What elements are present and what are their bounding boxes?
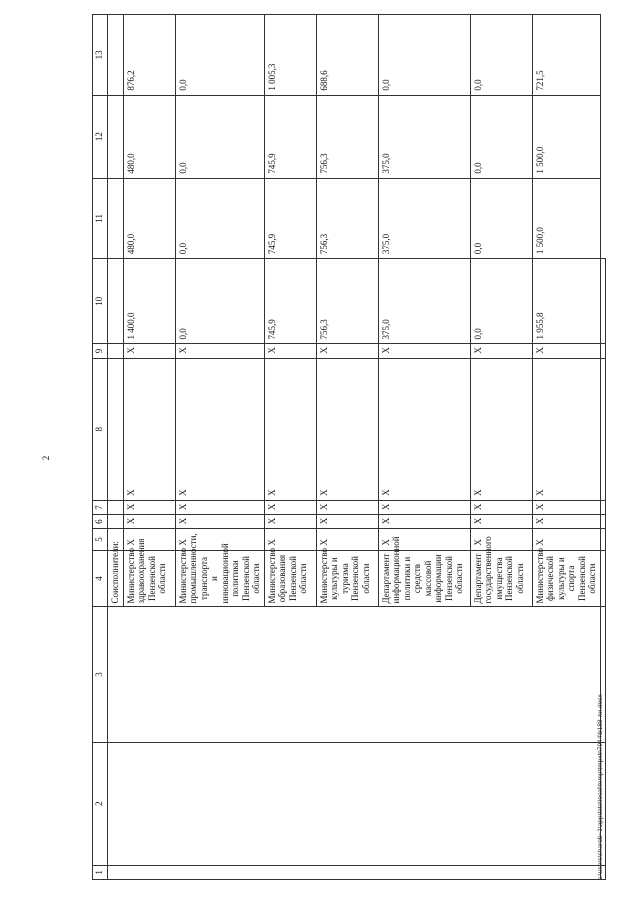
table-cell — [600, 550, 605, 607]
table-cell: Х — [175, 500, 264, 514]
column-header: 9 — [93, 344, 108, 358]
table-cell: Х — [470, 500, 532, 514]
agency-name: Министерство культуры и туризма Пензенской области — [316, 550, 378, 607]
table-cell: Х — [175, 529, 264, 550]
column-header: 4 — [93, 550, 108, 607]
column-header: 6 — [93, 515, 108, 529]
table-cell: Х — [175, 344, 264, 358]
table-cell: Х — [470, 358, 532, 500]
table-cell — [108, 344, 124, 358]
table-cell — [108, 742, 601, 865]
table-cell: Х — [470, 344, 532, 358]
value-cell: 721,5 — [532, 15, 600, 96]
table-cell — [600, 515, 605, 529]
value-cell: 0,0 — [470, 15, 532, 96]
table-cell: Х — [123, 529, 175, 550]
table-cell — [108, 515, 124, 529]
value-cell: 1 955,8 — [532, 259, 600, 344]
table-cell: Х — [316, 344, 378, 358]
table-cell: Х — [316, 529, 378, 550]
value-cell: 745,9 — [264, 259, 316, 344]
value-cell: 876,2 — [123, 15, 175, 96]
table-cell — [600, 529, 605, 550]
table-cell — [108, 607, 601, 742]
table-cell: Х — [264, 529, 316, 550]
column-header: 7 — [93, 500, 108, 514]
budget-table — [92, 14, 606, 880]
value-cell: 0,0 — [175, 259, 264, 344]
file-path-footer: c:\users\sharob~1\appdata\local\temp\tmpxtn7944\b188-ли.docx — [597, 694, 604, 880]
value-cell: 0,0 — [470, 95, 532, 178]
value-cell: 0,0 — [378, 15, 470, 96]
column-header: 10 — [93, 259, 108, 344]
value-cell: 0,0 — [175, 178, 264, 259]
value-cell: 480,0 — [123, 95, 175, 178]
value-cell: 480,0 — [123, 178, 175, 259]
page-number: 2 — [41, 455, 51, 461]
value-cell: 1 500,0 — [532, 178, 600, 259]
table-cell: Х — [316, 500, 378, 514]
column-header: 13 — [93, 15, 108, 96]
table-cell: Х — [532, 344, 600, 358]
table-cell: Х — [532, 529, 600, 550]
column-header: 2 — [93, 742, 108, 865]
table-cell — [600, 358, 605, 500]
value-cell: 1 005,3 — [264, 15, 316, 96]
value-cell: 0,0 — [470, 259, 532, 344]
table-cell: Х — [532, 358, 600, 500]
table-cell: Х — [123, 358, 175, 500]
table-cell: Х — [378, 358, 470, 500]
column-header: 8 — [93, 358, 108, 500]
table-cell — [108, 500, 124, 514]
value-cell: 688,6 — [316, 15, 378, 96]
table-cell: Х — [264, 358, 316, 500]
table-cell — [600, 500, 605, 514]
value-cell: 1 400,0 — [123, 259, 175, 344]
value-cell: 375,0 — [378, 95, 470, 178]
agency-name: Министерство физической культуры и спорта Пензенской области — [532, 550, 600, 607]
table-cell: Х — [470, 515, 532, 529]
column-number-row — [93, 15, 108, 880]
table-cell — [600, 344, 605, 358]
table-cell — [108, 178, 124, 259]
table-cell: Х — [532, 515, 600, 529]
table-cell — [600, 259, 605, 344]
table-cell: Х — [123, 344, 175, 358]
value-cell: 756,3 — [316, 178, 378, 259]
table-cell — [108, 15, 124, 96]
rotated-table-area — [92, 14, 597, 880]
value-cell: 756,3 — [316, 259, 378, 344]
value-cell: 0,0 — [470, 178, 532, 259]
table-cell: Х — [378, 529, 470, 550]
table-cell — [108, 865, 601, 879]
table-cell: Х — [378, 344, 470, 358]
table-cell — [108, 358, 124, 500]
value-cell: 756,3 — [316, 95, 378, 178]
table-cell: Х — [175, 515, 264, 529]
value-cell: 1 500,0 — [532, 95, 600, 178]
table-cell — [108, 259, 124, 344]
table-cell: Х — [123, 500, 175, 514]
value-cell: 0,0 — [175, 15, 264, 96]
column-header: 11 — [93, 178, 108, 259]
table-cell: Х — [264, 344, 316, 358]
table-cell: Х — [264, 515, 316, 529]
column-header: 5 — [93, 529, 108, 550]
value-cell: 375,0 — [378, 259, 470, 344]
table-cell: Х — [316, 515, 378, 529]
value-cell: 745,9 — [264, 95, 316, 178]
agency-name: Департамент государственного имущества Пензенской области — [470, 550, 532, 607]
table-cell: Х — [175, 358, 264, 500]
coexecutors-label: Соисполнители: — [108, 550, 124, 607]
table-cell: Х — [532, 500, 600, 514]
agency-name: Министерство здравоохранения Пензенской области — [123, 550, 175, 607]
intro-row — [108, 15, 124, 880]
table-cell: Х — [378, 500, 470, 514]
agency-name: Министерство образования Пензенской области — [264, 550, 316, 607]
column-header: 3 — [93, 607, 108, 742]
column-header: 1 — [93, 865, 108, 879]
value-cell: 745,9 — [264, 178, 316, 259]
table-cell: Х — [264, 500, 316, 514]
agency-name: Департамент информационной политики и средств массовой информации Пензенской области — [378, 550, 470, 607]
table-cell: Х — [123, 515, 175, 529]
table-cell: Х — [316, 358, 378, 500]
agency-name: Министерство промышленности, транспорта и инновационной политики Пензенской области — [175, 550, 264, 607]
table-cell: Х — [378, 515, 470, 529]
value-cell: 375,0 — [378, 178, 470, 259]
column-header: 12 — [93, 95, 108, 178]
table-cell: Х — [470, 529, 532, 550]
table-cell — [108, 95, 124, 178]
value-cell: 0,0 — [175, 95, 264, 178]
